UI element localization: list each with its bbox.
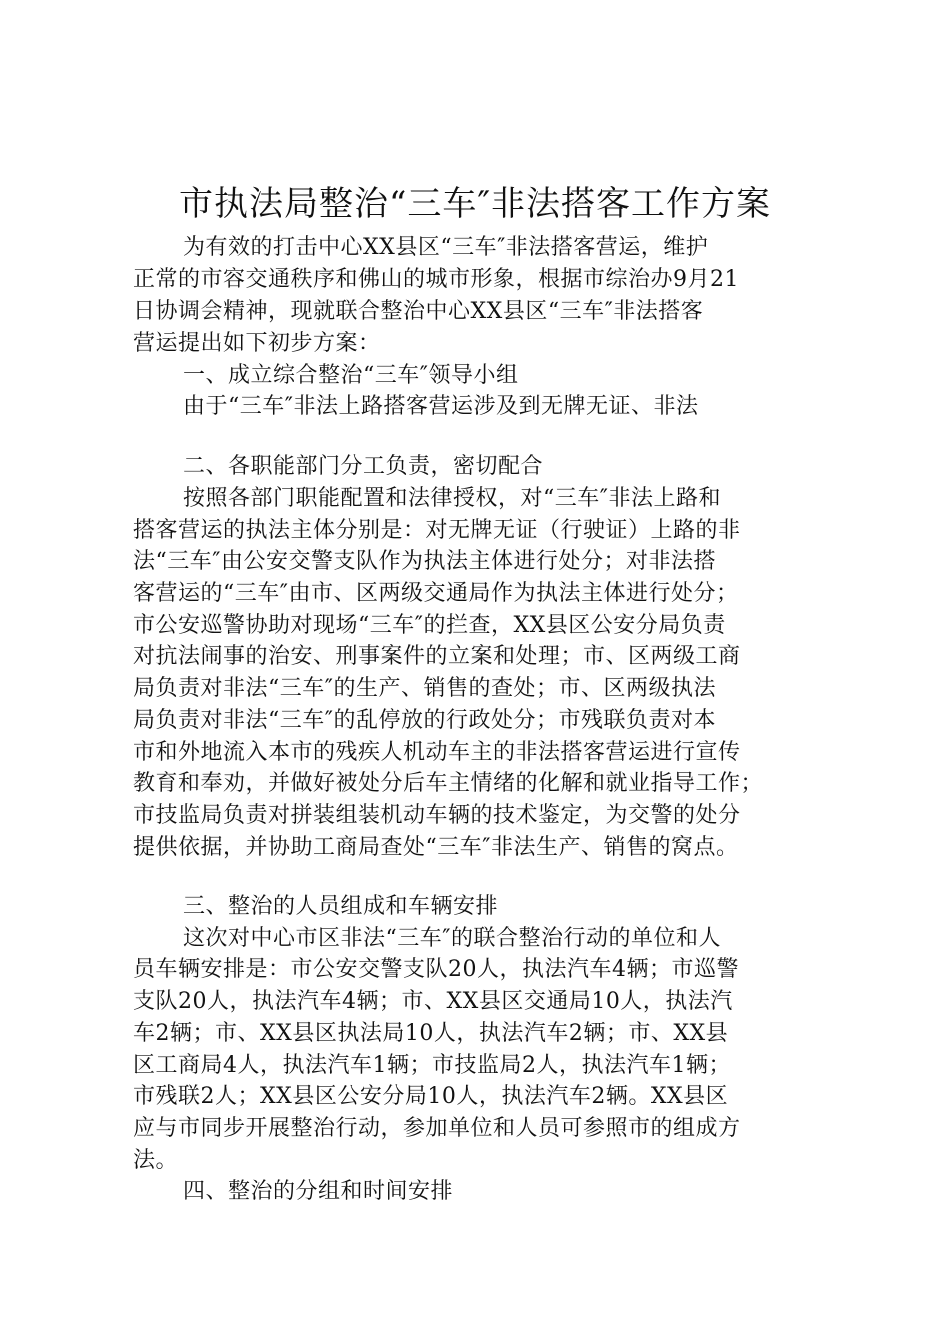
section-2-line-4: 客营运的“三车″由市、区两级交通局作为执法主体进行处分； bbox=[133, 581, 739, 606]
para-intro-line-3: 日协调会精神，现就联合整治中心XX县区“三车″非法搭客 bbox=[133, 299, 704, 324]
section-2-line-3: 法“三车″由公安交警支队作为执法主体进行处分；对非法搭 bbox=[133, 549, 716, 574]
section-3-line-6: 市残联2人；XX县区公安分局10人，执法汽车2辆。XX县区 bbox=[133, 1084, 729, 1109]
section-2-line-2: 搭客营运的执法主体分别是：对无牌无证（行驶证）上路的非 bbox=[133, 518, 741, 543]
section-3-line-7: 应与市同步开展整治行动，参加单位和人员可参照市的组成方 bbox=[133, 1116, 741, 1141]
document-title: 市执法局整治“三车″非法搭客工作方案 bbox=[178, 184, 772, 224]
section-3-line-8: 法。 bbox=[133, 1148, 179, 1173]
section-1-text: 由于“三车″非法上路搭客营运涉及到无牌无证、非法 bbox=[183, 394, 699, 419]
section-3-line-5: 区工商局4人，执法汽车1辆；市技监局2人，执法汽车1辆； bbox=[133, 1053, 731, 1078]
section-2-line-9: 市和外地流入本市的残疾人机动车主的非法搭客营运进行宣传 bbox=[133, 740, 741, 765]
para-intro-line-4: 营运提出如下初步方案： bbox=[133, 331, 381, 356]
section-2-line-1: 按照各部门职能配置和法律授权，对“三车″非法上路和 bbox=[183, 486, 721, 511]
para-intro-line-1: 为有效的打击中心XX县区“三车″非法搭客营运，维护 bbox=[183, 235, 709, 260]
section-2-line-8: 局负责对非法“三车″的乱停放的行政处分；市残联负责对本 bbox=[133, 708, 716, 733]
para-intro-line-2: 正常的市容交通秩序和佛山的城市形象，根据市综治办9月21 bbox=[133, 267, 739, 292]
section-heading-4: 四、整治的分组和时间安排 bbox=[183, 1179, 454, 1204]
section-heading-3: 三、整治的人员组成和车辆安排 bbox=[183, 894, 499, 919]
section-2-line-6: 对抗法闹事的治安、刑事案件的立案和处理；市、区两级工商 bbox=[133, 644, 741, 669]
section-2-line-5: 市公安巡警协助对现场“三车″的拦查，XX县区公安分局负责 bbox=[133, 613, 726, 638]
section-2-line-10: 教育和奉劝，并做好被处分后车主情绪的化解和就业指导工作； bbox=[133, 771, 764, 796]
section-3-line-1: 这次对中心市区非法“三车″的联合整治行动的单位和人 bbox=[183, 926, 721, 951]
section-2-line-7: 局负责对非法“三车″的生产、销售的查处；市、区两级执法 bbox=[133, 676, 716, 701]
section-3-line-2: 员车辆安排是：市公安交警支队20人，执法汽车4辆；市巡警 bbox=[133, 957, 739, 982]
section-heading-2: 二、各职能部门分工负责，密切配合 bbox=[183, 454, 544, 479]
section-2-line-12: 提供依据，并协助工商局查处“三车″非法生产、销售的窝点。 bbox=[133, 835, 739, 860]
section-heading-1: 一、成立综合整治“三车″领导小组 bbox=[183, 363, 519, 388]
section-3-line-4: 车2辆；市、XX县区执法局10人，执法汽车2辆；市、XX县 bbox=[133, 1021, 729, 1046]
section-2-line-11: 市技监局负责对拼装组装机动车辆的技术鉴定，为交警的处分 bbox=[133, 803, 741, 828]
section-3-line-3: 支队20人，执法汽车4辆；市、XX县区交通局10人，执法汽 bbox=[133, 989, 733, 1014]
